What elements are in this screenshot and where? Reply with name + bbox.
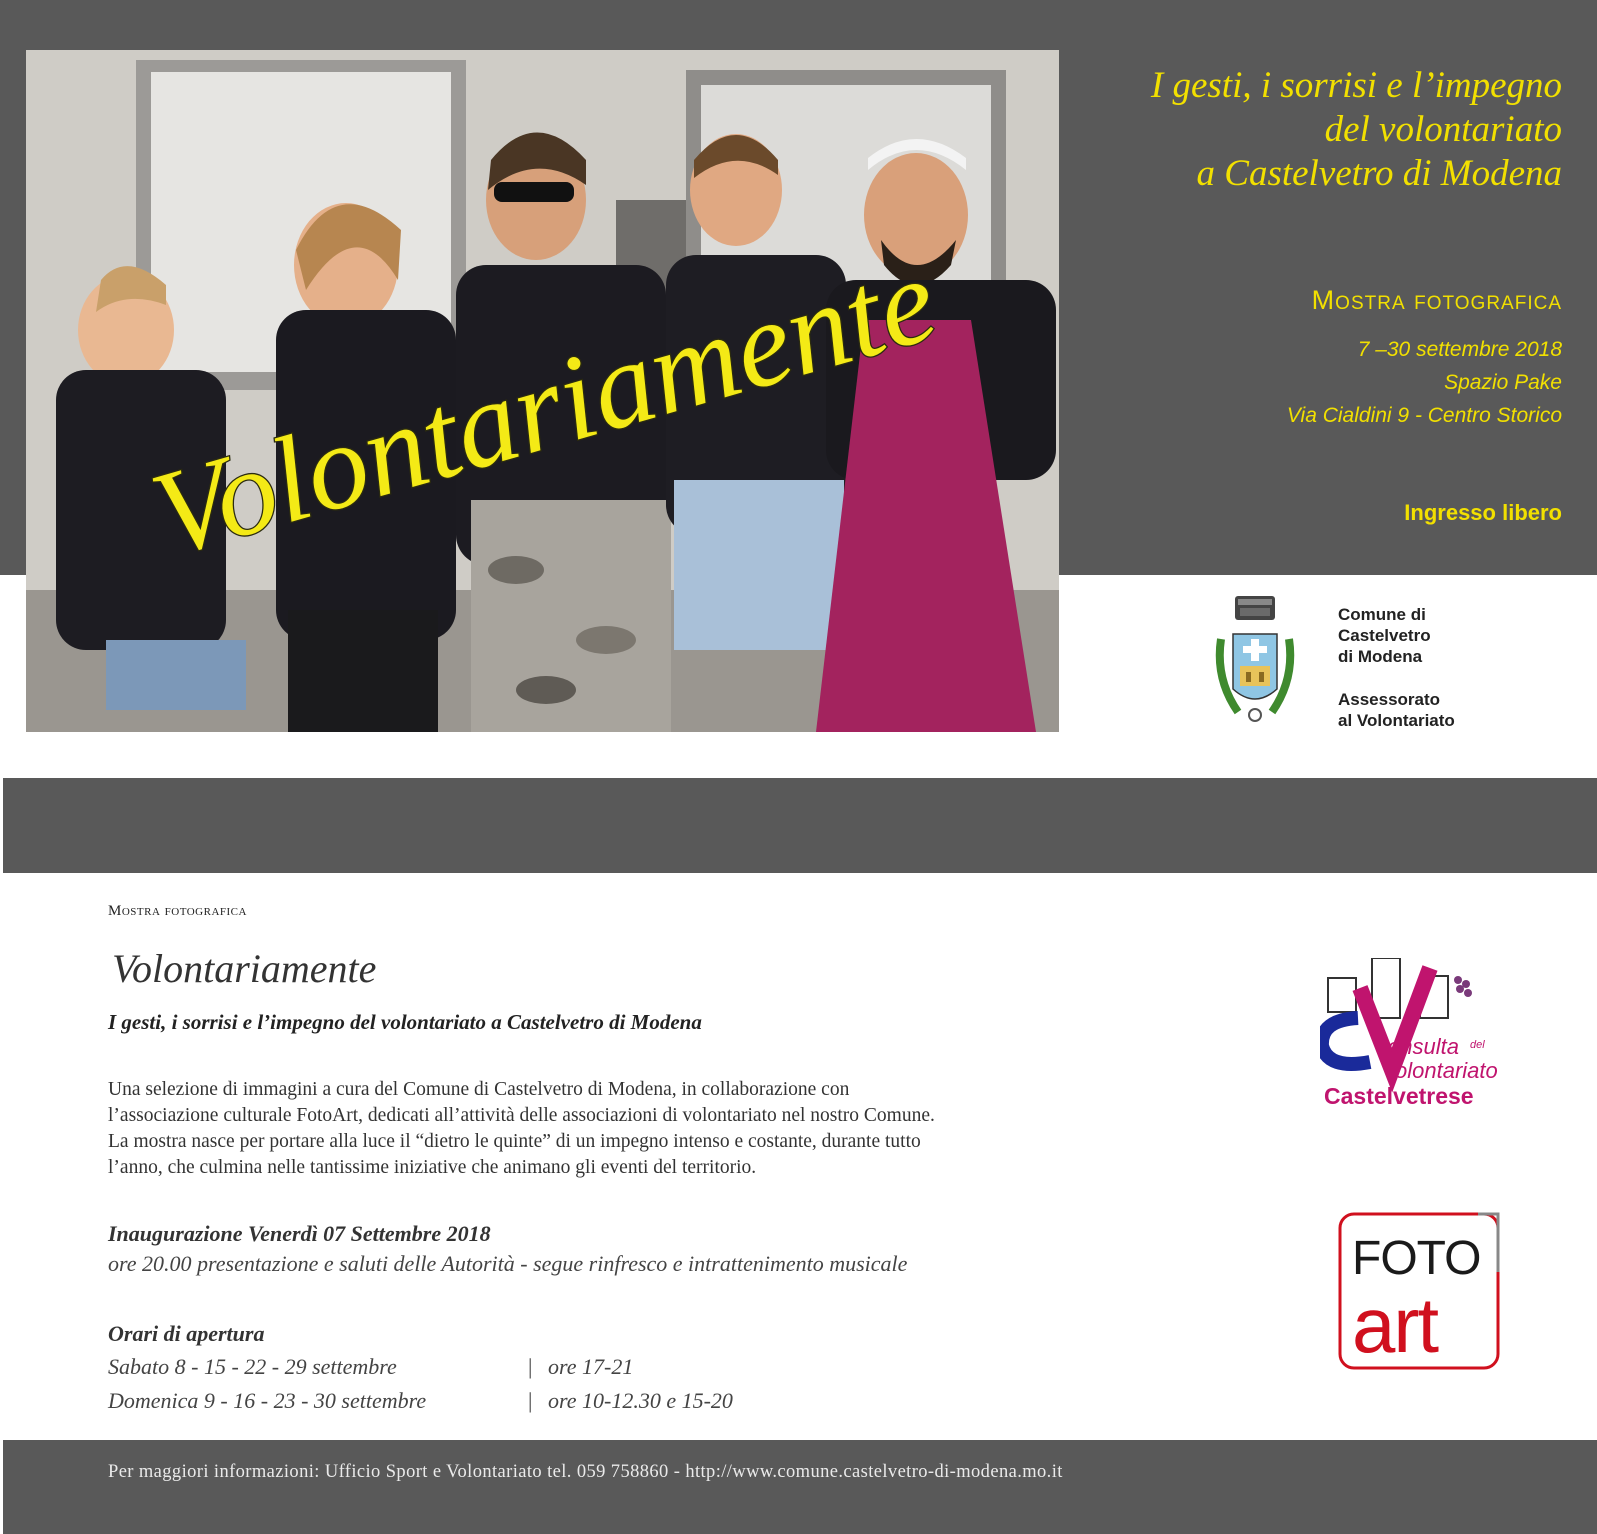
- hero-entry: Ingresso libero: [1404, 500, 1562, 525]
- hours-separator: |: [528, 1388, 533, 1413]
- description-line: Una selezione di immagini a cura del Comune di Castelvetro di Modena, in collaborazione con: [108, 1079, 850, 1100]
- assessorato-line: al Volontariato: [1338, 711, 1455, 730]
- description-line: l’anno, che culmina nelle tantissime iniziative che animano gli eventi del territorio.: [108, 1157, 757, 1178]
- hours-row: [108, 1388, 733, 1414]
- fotoart-art-text: art: [1352, 1281, 1438, 1369]
- body-description: [108, 1077, 1188, 1181]
- inauguration-detail: ore 20.00 presentazione e saluti delle Autorità - segue rinfresco e intrattenimento musicale: [108, 1251, 908, 1276]
- footer-info: Per maggiori informazioni: Ufficio Sport e Volontariato tel. 059 758860 - http://www.comune.castelvetro-di-modena.mo.it: [108, 1462, 1063, 1482]
- body-title: Volontariamente: [112, 946, 377, 991]
- comune-text: [1338, 604, 1455, 731]
- description-line: l’associazione culturale FotoArt, dedicati all’attività delle associazioni di volontariato nel nostro Comune.: [108, 1105, 935, 1126]
- hero-tagline-line: del volontariato: [1324, 109, 1562, 150]
- comune-line: di Modena: [1338, 647, 1423, 666]
- comune-line: Comune di: [1338, 605, 1426, 624]
- photo-title-overlay: [26, 50, 1059, 732]
- volontariato-word: olontariato: [1395, 1058, 1498, 1083]
- hero-exhibit-label: Mostra fotografica: [1311, 285, 1562, 315]
- fotoart-foto-text: FOTO: [1352, 1232, 1481, 1285]
- hero-photo: [26, 50, 1059, 732]
- comune-crest-logo: [1213, 594, 1295, 736]
- hero-info: [1142, 333, 1562, 432]
- hours-days: Domenica 9 - 16 - 23 - 30 settembre: [108, 1388, 427, 1413]
- body-kicker: Mostra fotografica: [108, 903, 247, 919]
- comune-line: Castelvetro: [1338, 626, 1431, 645]
- hero-tagline-line: I gesti, i sorrisi e l’impegno: [1150, 65, 1562, 106]
- hero-dates: 7 –30 settembre 2018: [1357, 338, 1562, 361]
- inauguration-title: Inaugurazione Venerdì 07 Settembre 2018: [108, 1221, 491, 1246]
- description-line: La mostra nasce per portare alla luce il “dietro le quinte” di un impegno intenso e costante, durante tutto: [108, 1131, 921, 1152]
- hours-time: ore 10-12.30 e 15-20: [548, 1388, 733, 1413]
- footer-band: [3, 1440, 1597, 1534]
- middle-band: [3, 778, 1597, 873]
- fotoart-logo: [1338, 1212, 1500, 1370]
- hero-venue: Spazio Pake: [1444, 371, 1562, 394]
- castelvetrese-word: Castelvetrese: [1324, 1083, 1474, 1108]
- hero-tagline-line: a Castelvetro di Modena: [1196, 153, 1562, 194]
- hours-title: Orari di apertura: [108, 1321, 265, 1346]
- consulta-word: onsulta: [1388, 1034, 1459, 1059]
- hours-separator: |: [528, 1354, 533, 1379]
- photo-title-text: Volontariamente: [138, 231, 950, 584]
- hours-time: ore 17-21: [548, 1354, 634, 1379]
- assessorato-line: Assessorato: [1338, 690, 1441, 709]
- consulta-volontariato-logo: [1320, 958, 1530, 1108]
- hours-row: [108, 1354, 633, 1380]
- hero-address: Via Cialdini 9 - Centro Storico: [1286, 404, 1562, 427]
- hours-days: Sabato 8 - 15 - 22 - 29 settembre: [108, 1354, 397, 1379]
- body-subtitle: I gesti, i sorrisi e l’impegno del volontariato a Castelvetro di Modena: [108, 1010, 702, 1034]
- consulta-del: del: [1470, 1039, 1485, 1051]
- hero-tagline: [1002, 64, 1562, 196]
